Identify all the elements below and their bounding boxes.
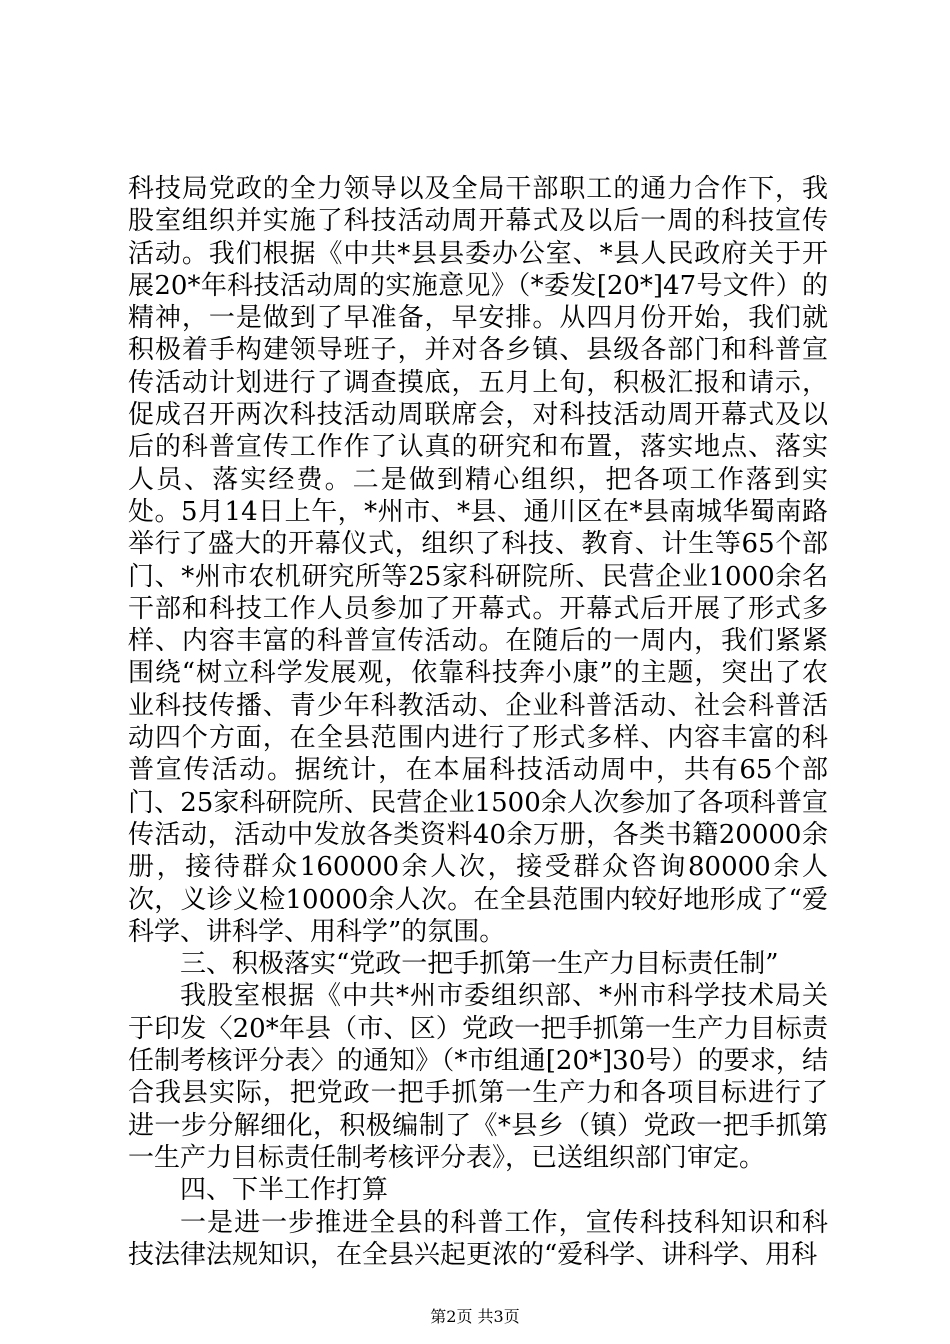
heading-section-four: 四、下半工作打算 [180,1175,389,1206]
document-body [128,173,828,1271]
heading-section-three: 三、积极落实“党政一把手抓第一生产力目标责任制” [180,949,779,980]
paragraph-activity-week: 科技局党政的全力领导以及全局干部职工的通力合作下，我股室组织并实施了科技活动周开幕式及以后一周的科技宣传活动。我们根据《中共*县县委办公室、*县人民政府关于开展20*年科技活动周的实施意见》（*委发[20*]47号文件）的精神，一是做到了早准备，早安排。从四月份开始，我们就积极着手构建领导班子，并对各乡镇、县级各部门和科普宣传活动计划进行了调查摸底，五月上旬，积极汇报和请示，促成召开两次科技活动周联席会，对科技活动周开幕式及以后的科普宣传工作作了认真的研究和布置，落实地点、落实人员、落实经费。二是做到精心组织，把各项工作落到实处。5月14日上午，*州市、*县、通川区在*县南城华蜀南路举行了盛大的开幕仪式，组织了科技、教育、计生等65个部门、*州市农机研究所等25家科研院所、民营企业1000余名干部和科技工作人员参加了开幕式。开幕式后开展了形式多样、内容丰富的科普宣传活动。在随后的一周内，我们紧紧围绕“树立科学发展观，依靠科技奔小康”的主题，突出了农业科技传播、青少年科教活动、企业科普活动、社会科普活动四个方面，在全县范围内进行了形式多样、内容丰富的科普宣传活动。据统计，在本届科技活动周中，共有65个部门、25家科研院所、民营企业1500余人次参加了各项科普宣传活动，活动中发放各类资料40余万册，各类书籍20000余册，接待群众160000余人次，接受群众咨询80000余人次，义诊义检10000余人次。在全县范围内较好地形成了“爱科学、讲科学、用科学”的氛围。 [128,174,828,947]
page-number-footer: 第2页 共3页 [430,1307,520,1326]
paragraph-next-half-plan: 一是进一步推进全县的科普工作，宣传科技科知识和科技法律法规知识，在全县兴起更浓的“爱科学、讲科学、用科 [128,1207,828,1270]
paragraph-responsibility-system: 我股室根据《中共*州市委组织部、*州市科学技术局关于印发〈20*年县（市、区）党政一把手抓第一生产力目标责任制考核评分表〉的通知》（*市组通[20*]30号）的要求，结合我县实际，把党政一把手抓第一生产力和各项目标进行了进一步分解细化，积极编制了《*县乡（镇）党政一把手抓第一生产力目标责任制考核评分表》，已送组织部门审定。 [128,981,828,1173]
